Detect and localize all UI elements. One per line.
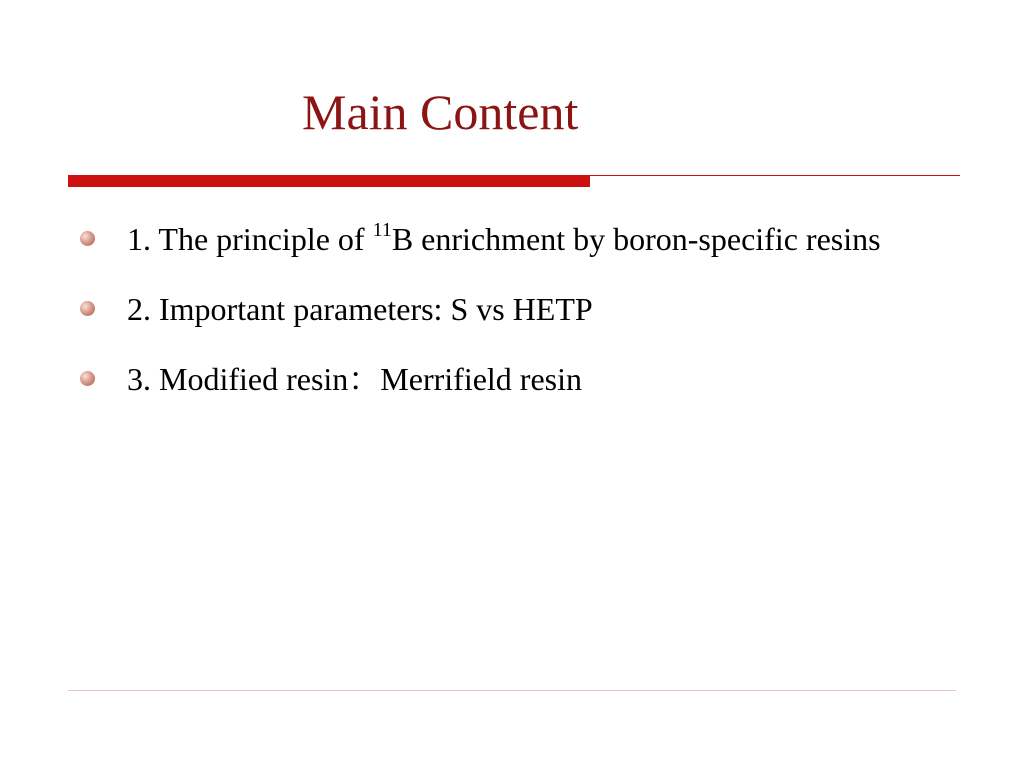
bullet-item-1 (80, 210, 980, 268)
bullet-icon (80, 231, 95, 246)
footer-rule (68, 690, 956, 691)
bullet-text: 2. Important parameters: S vs HETP (127, 291, 593, 327)
bullet-item-2 (80, 280, 980, 338)
bullet-text: 3. Modified resin：Merrifield resin (127, 361, 583, 397)
bullet-icon (80, 371, 95, 386)
bullet-superscript: 11 (372, 219, 392, 241)
bullet-item-3 (80, 350, 980, 408)
title-underline-thin (590, 175, 960, 176)
bullet-text-suffix: B enrichment by boron-specific resins (391, 221, 881, 257)
bullet-list (80, 210, 980, 420)
bullet-icon (80, 301, 95, 316)
bullet-text-prefix: 1. The principle of (127, 221, 373, 257)
title-underline-thick (68, 175, 590, 187)
slide-title: Main Content (302, 84, 579, 140)
